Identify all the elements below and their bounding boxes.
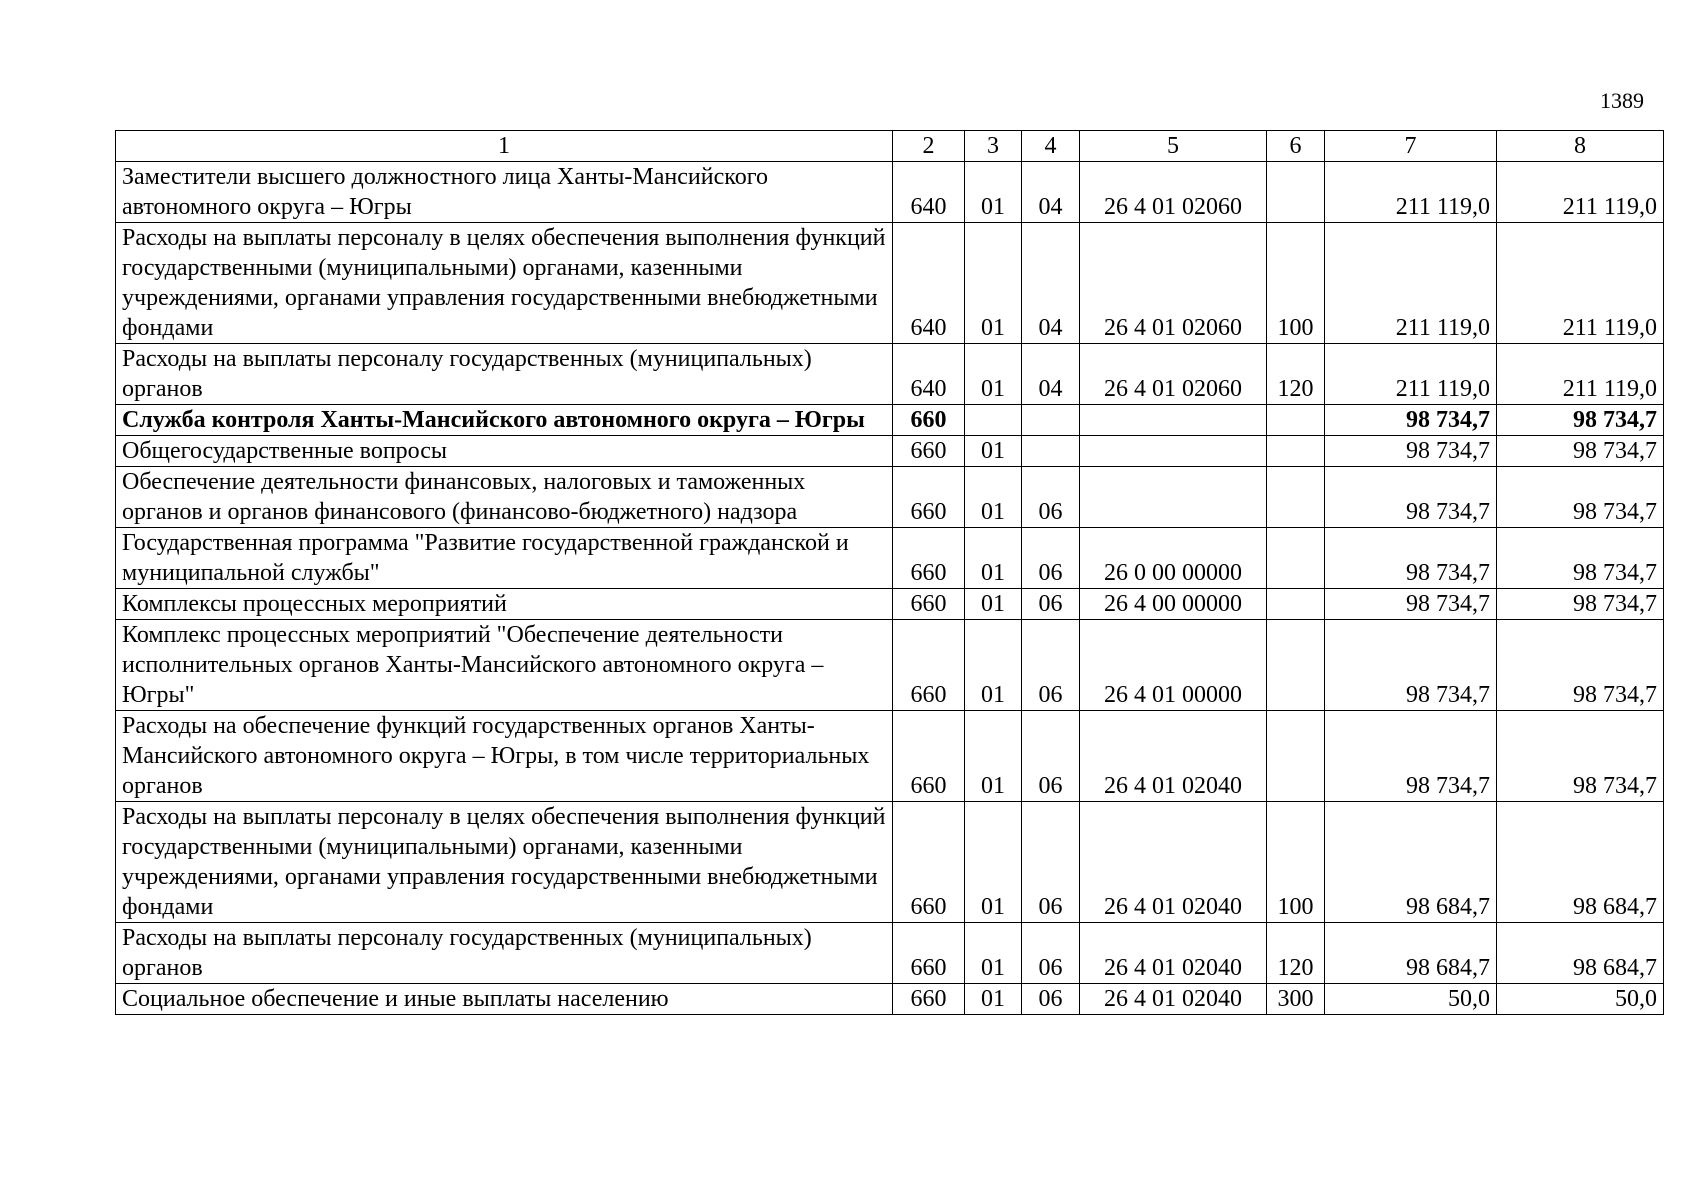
table-row [116,223,1664,344]
cell-expense-type: 300 [1267,984,1325,1015]
row-description: Обеспечение деятельности финансовых, налоговых и таможенных органов и органов финансового (финансово-бюджетного) надзора [116,467,893,528]
row-description: Расходы на выплаты персоналу государственных (муниципальных) органов [116,344,893,405]
cell-target-article: 26 4 01 02060 [1080,162,1267,223]
cell-expense-type: 100 [1267,223,1325,344]
cell-amount-year-2: 98 734,7 [1497,620,1664,711]
cell-amount-year-2: 211 119,0 [1497,344,1664,405]
cell-amount-year-2: 98 734,7 [1497,528,1664,589]
cell-expense-type: 120 [1267,344,1325,405]
cell-amount-year-2: 50,0 [1497,984,1664,1015]
cell-target-article: 26 4 01 02040 [1080,711,1267,802]
cell-amount-year-1: 98 734,7 [1325,589,1497,620]
cell-amount-year-1: 98 734,7 [1325,528,1497,589]
table-row [116,162,1664,223]
cell-amount-year-2: 98 734,7 [1497,467,1664,528]
cell-expense-type [1267,711,1325,802]
cell-section [965,405,1022,436]
cell-amount-year-2: 98 684,7 [1497,923,1664,984]
cell-target-article [1080,405,1267,436]
cell-ministry-code: 640 [893,344,965,405]
table-row [116,528,1664,589]
cell-expense-type: 100 [1267,802,1325,923]
table-row [116,405,1664,436]
cell-subsection: 06 [1022,711,1080,802]
cell-section: 01 [965,344,1022,405]
cell-amount-year-1: 98 684,7 [1325,802,1497,923]
row-description: Государственная программа "Развитие государственной гражданской и муниципальной службы" [116,528,893,589]
cell-amount-year-2: 98 734,7 [1497,589,1664,620]
cell-section: 01 [965,923,1022,984]
column-header-6: 6 [1267,131,1325,162]
column-header-2: 2 [893,131,965,162]
cell-ministry-code: 660 [893,436,965,467]
cell-amount-year-2: 211 119,0 [1497,223,1664,344]
cell-subsection: 06 [1022,589,1080,620]
cell-subsection: 04 [1022,223,1080,344]
cell-amount-year-2: 211 119,0 [1497,162,1664,223]
row-description: Общегосударственные вопросы [116,436,893,467]
row-description: Расходы на выплаты персоналу в целях обеспечения выполнения функций государственными (муниципальными) органами, казенными учреждениями, органами управления государственными внебюджетными фондами [116,802,893,923]
cell-amount-year-1: 211 119,0 [1325,223,1497,344]
cell-ministry-code: 660 [893,467,965,528]
row-description: Служба контроля Ханты-Мансийского автономного округа – Югры [116,405,893,436]
table-row [116,620,1664,711]
cell-subsection: 04 [1022,344,1080,405]
table-row [116,436,1664,467]
column-header-5: 5 [1080,131,1267,162]
cell-ministry-code: 660 [893,923,965,984]
cell-target-article [1080,436,1267,467]
cell-subsection: 06 [1022,467,1080,528]
cell-amount-year-2: 98 684,7 [1497,802,1664,923]
cell-expense-type [1267,405,1325,436]
cell-ministry-code: 660 [893,711,965,802]
cell-section: 01 [965,620,1022,711]
table-row [116,802,1664,923]
cell-target-article: 26 4 01 00000 [1080,620,1267,711]
cell-amount-year-2: 98 734,7 [1497,405,1664,436]
cell-ministry-code: 660 [893,802,965,923]
row-description: Расходы на обеспечение функций государственных органов Ханты-Мансийского автономного округа – Югры, в том числе территориальных органов [116,711,893,802]
cell-target-article: 26 4 00 00000 [1080,589,1267,620]
cell-subsection: 06 [1022,620,1080,711]
column-header-4: 4 [1022,131,1080,162]
cell-section: 01 [965,436,1022,467]
cell-target-article: 26 4 01 02040 [1080,984,1267,1015]
row-description: Расходы на выплаты персоналу в целях обеспечения выполнения функций государственными (муниципальными) органами, казенными учреждениями, органами управления государственными внебюджетными фондами [116,223,893,344]
cell-section: 01 [965,984,1022,1015]
column-header-1: 1 [116,131,893,162]
cell-ministry-code: 660 [893,620,965,711]
column-header-7: 7 [1325,131,1497,162]
table-row [116,589,1664,620]
table-row [116,711,1664,802]
cell-amount-year-1: 98 734,7 [1325,711,1497,802]
cell-target-article: 26 4 01 02060 [1080,344,1267,405]
cell-amount-year-1: 98 734,7 [1325,620,1497,711]
cell-expense-type [1267,620,1325,711]
cell-expense-type [1267,436,1325,467]
cell-ministry-code: 640 [893,162,965,223]
cell-amount-year-2: 98 734,7 [1497,436,1664,467]
table-row [116,344,1664,405]
cell-subsection: 06 [1022,923,1080,984]
cell-expense-type [1267,589,1325,620]
cell-expense-type [1267,467,1325,528]
cell-amount-year-1: 98 684,7 [1325,923,1497,984]
cell-ministry-code: 660 [893,405,965,436]
cell-subsection: 06 [1022,528,1080,589]
cell-section: 01 [965,162,1022,223]
cell-section: 01 [965,467,1022,528]
cell-ministry-code: 660 [893,589,965,620]
cell-section: 01 [965,589,1022,620]
cell-section: 01 [965,711,1022,802]
cell-ministry-code: 660 [893,528,965,589]
table-header-row [116,131,1664,162]
cell-target-article: 26 0 00 00000 [1080,528,1267,589]
cell-section: 01 [965,802,1022,923]
cell-amount-year-1: 211 119,0 [1325,162,1497,223]
cell-subsection [1022,436,1080,467]
cell-expense-type [1267,162,1325,223]
cell-amount-year-1: 98 734,7 [1325,436,1497,467]
cell-target-article: 26 4 01 02040 [1080,802,1267,923]
cell-target-article: 26 4 01 02060 [1080,223,1267,344]
cell-target-article: 26 4 01 02040 [1080,923,1267,984]
column-header-8: 8 [1497,131,1664,162]
row-description: Социальное обеспечение и иные выплаты населению [116,984,893,1015]
cell-amount-year-1: 50,0 [1325,984,1497,1015]
cell-subsection: 04 [1022,162,1080,223]
page-number: 1389 [1600,88,1644,113]
cell-subsection [1022,405,1080,436]
cell-expense-type: 120 [1267,923,1325,984]
cell-amount-year-2: 98 734,7 [1497,711,1664,802]
cell-target-article [1080,467,1267,528]
cell-amount-year-1: 98 734,7 [1325,405,1497,436]
row-description: Комплексы процессных мероприятий [116,589,893,620]
cell-ministry-code: 660 [893,984,965,1015]
row-description: Расходы на выплаты персоналу государственных (муниципальных) органов [116,923,893,984]
table-row [116,467,1664,528]
cell-expense-type [1267,528,1325,589]
cell-subsection: 06 [1022,802,1080,923]
cell-amount-year-1: 211 119,0 [1325,344,1497,405]
row-description: Заместители высшего должностного лица Ханты-Мансийского автономного округа – Югры [116,162,893,223]
table-row [116,923,1664,984]
column-header-3: 3 [965,131,1022,162]
cell-subsection: 06 [1022,984,1080,1015]
cell-section: 01 [965,223,1022,344]
cell-section: 01 [965,528,1022,589]
table-row [116,984,1664,1015]
cell-ministry-code: 640 [893,223,965,344]
row-description: Комплекс процессных мероприятий "Обеспечение деятельности исполнительных органов Ханты-Мансийского автономного округа – Югры" [116,620,893,711]
budget-table [115,130,1664,1015]
cell-amount-year-1: 98 734,7 [1325,467,1497,528]
